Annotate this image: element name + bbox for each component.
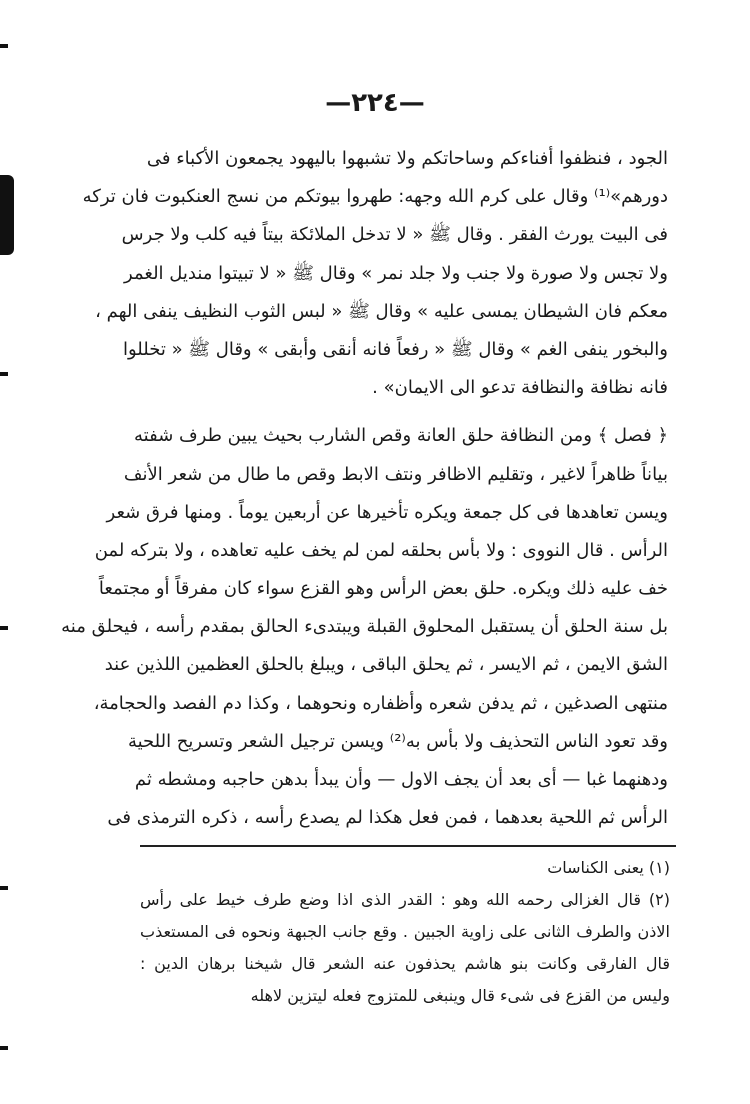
footnote-line: وليس من القزع فى شىء قال وينبغى للمتزوج فعله ليتزين لاهله	[250, 986, 670, 1005]
text-line: منتهى الصدغين ، ثم يدفن شعره وأظفاره ونحوهما ، وكذا دم الفصد والحجامة،	[93, 692, 668, 714]
text-line: ودهنهما غبا — أى بعد أن يجف الاول — وأن يبدأ بدهن حاجبه ومشطه ثم	[134, 769, 668, 790]
paragraph-gap	[148, 407, 668, 417]
text-line: معكم فان الشيطان يمسى عليه » وقال ﷺ « لبس الثوب النظيف ينفى الهم ،	[95, 300, 668, 322]
main-text	[61, 140, 668, 837]
section-heading-line: ﴿ فصل ﴾ ومن النظافة حلق العانة وقص الشارب بحيث يبين طرف شفته	[134, 425, 668, 447]
text-line: الجود ، فنظفوا أفناءكم وساحاتكم ولا تشبهوا باليهود يجمعون الأكباء فى	[146, 148, 668, 169]
text-line: خف عليه ذلك ويكره. حلق بعض الرأس وهو القزع سواء كان مفرقاً أو مجتمعاً	[98, 578, 668, 600]
footnote-1: (١) يعنى الكناسات	[547, 858, 670, 877]
text-line: والبخور ينفى الغم » وقال ﷺ « رفعاً فانه أنقى وأبقى » وقال ﷺ « تخللوا	[123, 338, 668, 360]
text-line: الشق الايمن ، ثم الايسر ، ثم يحلق الباقى ، ويبلغ بالحلق العظمين اللذين عند	[104, 654, 668, 676]
text-line: الرأس . قال النووى : ولا بأس بحلقه لمن لم يخف عليه تعاهده ، ولا بتركه لمن	[94, 539, 668, 561]
margin-mark-lower	[0, 886, 8, 890]
text-line: دورهم»⁽¹⁾ وقال على كرم الله وجهه: طهروا بيوتكم من نسج العنكبوت فان تركه	[82, 186, 668, 208]
footnote-2: (٢) قال الغزالى رحمه الله وهو : القدر الذى اذا وضع طرف خيط على رأس	[140, 890, 670, 909]
page-number: —٢٢٤—	[325, 88, 425, 118]
text-line: ويسن تعاهدها فى كل جمعة ويكره تأخيرها عن أربعين يوماً . ومنها فرق شعر	[106, 501, 668, 523]
text-line: الرأس ثم اللحية بعدهما ، فمن فعل هكذا لم يصدع رأسه ، ذكره الترمذى فى	[107, 807, 668, 829]
footnote-divider	[140, 845, 676, 847]
margin-mark-bottom	[0, 1046, 8, 1050]
text-line: وقد تعود الناس التحذيف ولا بأس به⁽²⁾ ويسن ترجيل الشعر وتسريح اللحية	[127, 730, 668, 752]
text-line: بياناً ظاهراً لاغير ، وتقليم الاظافر ونتف الابط وقص ما طال من شعر الأنف	[123, 463, 668, 485]
text-line: فانه نظافة والنظافة تدعو الى الايمان» .	[372, 377, 668, 399]
margin-mark-middle	[0, 626, 8, 630]
text-line: ولا تجس ولا صورة ولا جنب ولا جلد نمر » وقال ﷺ « لا تبيتوا منديل الغمر	[124, 262, 668, 284]
text-line: فى البيت يورث الفقر . وقال ﷺ « لا تدخل الملائكة بيتاً فيه كلب ولا جرس	[121, 224, 668, 246]
scan-edge-shadow	[0, 175, 14, 255]
margin-mark-upper	[0, 372, 8, 376]
footnote-line: الاذن والطرف الثانى على زاوية الجبين . وقع جانب الجبهة ونحوه فى المستعذب	[140, 922, 670, 941]
footnotes	[140, 852, 670, 1012]
footnote-line: قال الفارقى وكانت بنو هاشم يحذفون عنه الشعر قال شيخنا برهان الدين :	[140, 954, 670, 973]
text-line: بل سنة الحلق أن يستقبل المحلوق القبلة ويبتدىء الحالق بمقدم رأسه ، فيحلق منه	[61, 616, 668, 638]
margin-mark-top	[0, 44, 8, 48]
